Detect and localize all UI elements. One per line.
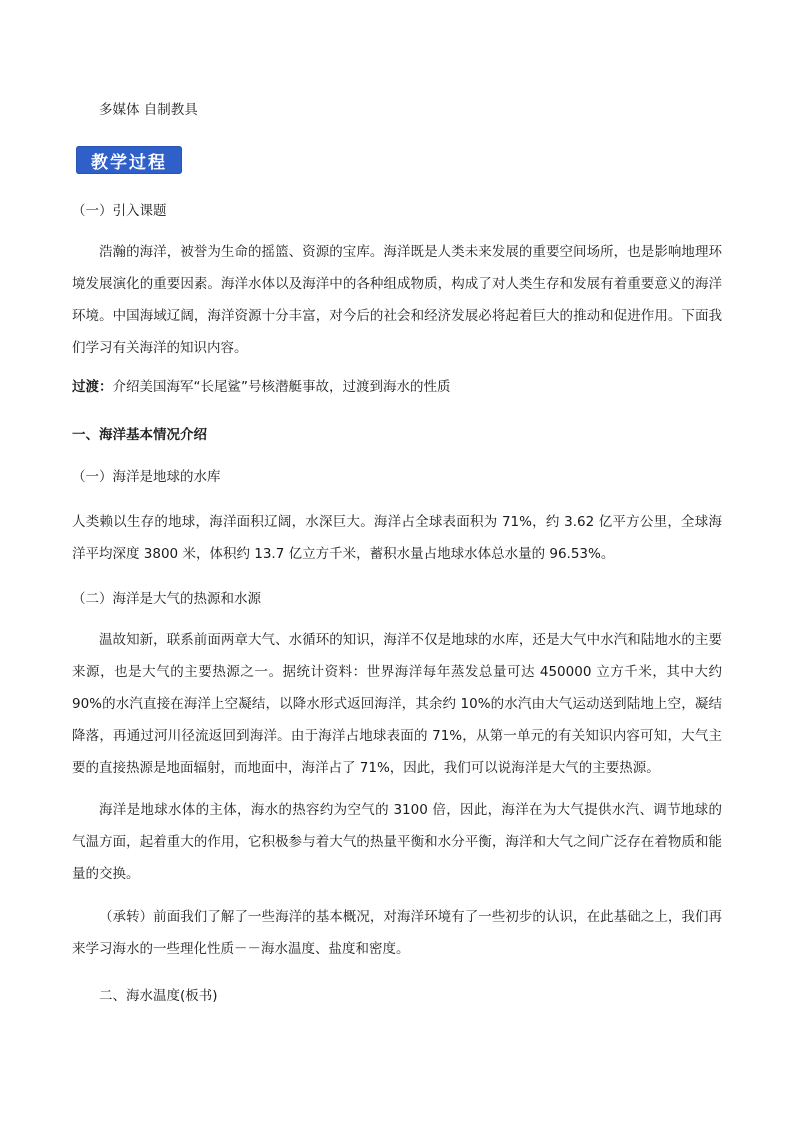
transition-text: 介绍美国海军“长尾鲨”号核潜艇事故，过渡到海水的性质	[112, 379, 451, 395]
part1-sub2-paragraph3: （承转）前面我们了解了一些海洋的基本概况，对海洋环境有了一些初步的认识，在此基础之上，我们再来学习海水的一些理化性质－－海水温度、盐度和密度。	[72, 909, 722, 957]
section-badge-teaching-process: 教学过程	[76, 146, 182, 174]
part2-heading: 二、海水温度(板书)	[99, 988, 218, 1004]
part1-sub1-heading: （一）海洋是地球的水库	[72, 469, 221, 485]
transition-line	[72, 377, 722, 397]
intro-heading: （一）引入课题	[72, 203, 167, 219]
part1-sub1-paragraph: 人类赖以生存的地球，海洋面积辽阔，水深巨大。海洋占全球表面积为 71%，约 3.62 亿平方公里，全球海洋平均深度 3800 米，体积约 13.7 亿立方千米，蓄积水量占地球水体总水量的 96.53%。	[72, 514, 722, 562]
intro-paragraph: 浩瀚的海洋，被誉为生命的摇篮、资源的宝库。海洋既是人类未来发展的重要空间场所，也是影响地理环境发展演化的重要因素。海洋水体以及海洋中的各种组成物质，构成了对人类生存和发展有着重要意义的海洋环境。中国海域辽阔，海洋资源十分丰富，对今后的社会和经济发展必将起着巨大的推动和促进作用。下面我们学习有关海洋的知识内容。	[72, 244, 722, 356]
part1-sub2-paragraph1: 温故知新，联系前面两章大气、水循环的知识，海洋不仅是地球的水库，还是大气中水汽和陆地水的主要来源，也是大气的主要热源之一。据统计资料：世界海洋每年蒸发总量可达 450000 立方千米，其中大约 90%的水汽直接在海洋上空凝结，以降水形式返回海洋，其余约 10%的水汽由大气运动送到陆地上空，凝结降落，再通过河川径流返回到海洋。由于海洋占地球表面的 71%，从第一单元的有关知识内容可知，大气主要的直接热源是地面辐射，而地面中，海洋占了 71%，因此，我们可以说海洋是大气的主要热源。	[72, 632, 722, 776]
transition-label: 过渡：	[72, 379, 113, 395]
part1-sub2-paragraph2: 海洋是地球水体的主体，海水的热容约为空气的 3100 倍，因此，海洋在为大气提供水汽、调节地球的气温方面，起着重大的作用，它积极参与着大气的热量平衡和水分平衡，海洋和大气之间广泛存在着物质和能量的交换。	[72, 802, 722, 882]
part1-sub2-heading: （二）海洋是大气的热源和水源	[72, 591, 261, 607]
materials-line: 多媒体 自制教具	[99, 102, 198, 118]
part1-heading: 一、海洋基本情况介绍	[72, 427, 207, 443]
